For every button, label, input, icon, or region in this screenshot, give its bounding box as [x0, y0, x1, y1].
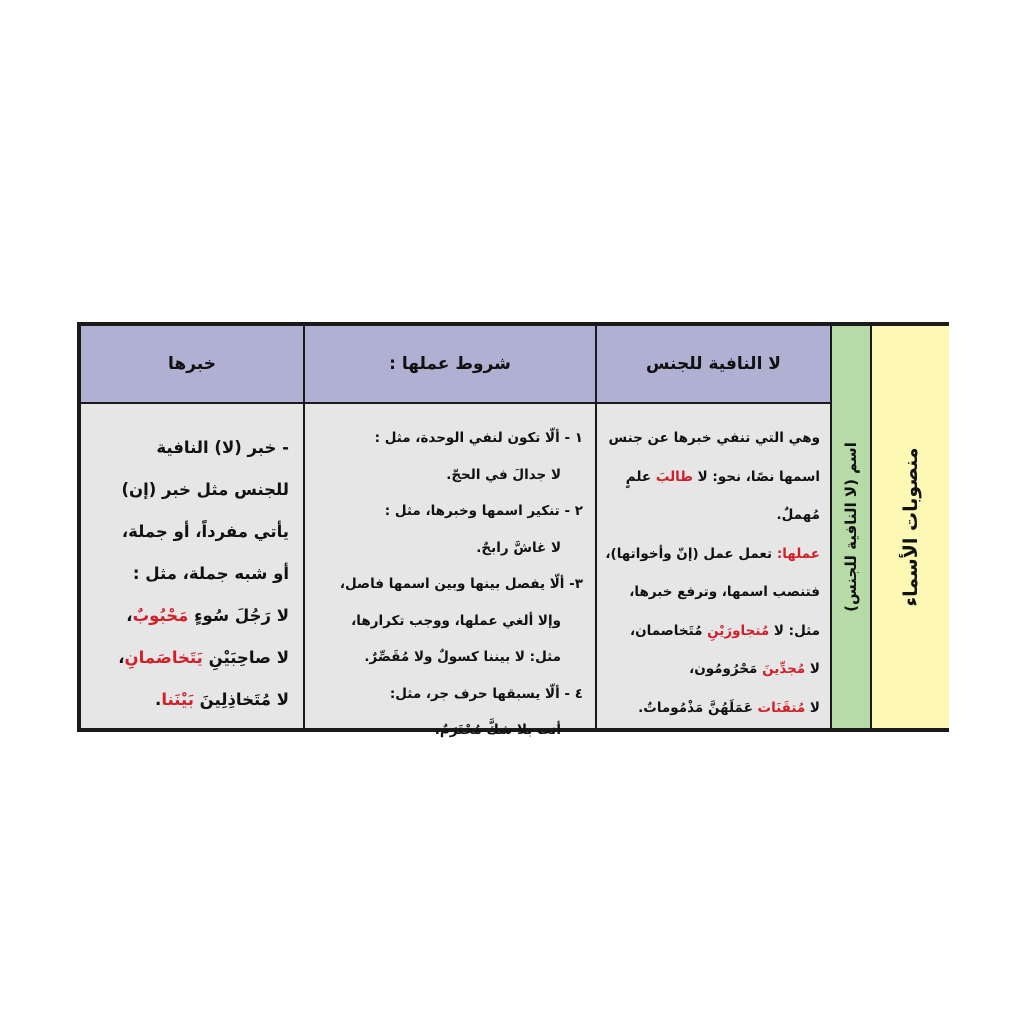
la-nafiya-line-text: وهي التي تنفي خبرها عن جنس	[608, 430, 820, 446]
shurut-line	[313, 576, 583, 592]
la-nafiya-line	[605, 469, 820, 485]
khabar-line	[89, 606, 289, 625]
khabar-line-text: لا مُتَخاذِلِينَ	[193, 690, 289, 709]
shurut-line	[313, 722, 561, 738]
la-nafiya-line-text: مثل: لا	[769, 622, 820, 639]
header-khabar	[81, 326, 303, 402]
la-nafiya-line	[605, 700, 820, 716]
khabar-line-text: - خبر (لا) النافية	[156, 438, 289, 457]
la-nafiya-line-text: تعمل عمل (إنّ وأخواتها)،	[605, 545, 777, 562]
shurut-line	[313, 613, 561, 629]
khabar-line-text: ،	[126, 606, 133, 625]
col-divider-4	[870, 326, 872, 728]
header-divider	[81, 402, 830, 404]
shurut-line	[313, 686, 583, 702]
khabar-line-text: لا رَجُلَ سُوءٍ	[188, 606, 289, 625]
body-khabar	[81, 404, 303, 728]
khabar-line-text: للجنس مثل خبر (إن)	[121, 480, 289, 499]
la-nafiya-line-text: عَمَلَهُنَّ مَذْمُوماتٌ.	[638, 699, 758, 716]
shurut-line-text: ١ - ألّا تكون لنفي الوحدة، مثل :	[374, 430, 583, 446]
la-nafiya-line-highlight: مُتجاورَيْنِ	[707, 622, 770, 639]
la-nafiya-line-text: مُهملٌ.	[776, 507, 820, 523]
side-ism	[832, 326, 870, 728]
shurut-line	[313, 503, 583, 519]
header-la-nafiya-label: لا النافية للجنس	[646, 354, 781, 374]
la-nafiya-line-highlight: مُجدِّينَ	[762, 661, 806, 677]
la-nafiya-line-text: مَحْرُومُون،	[689, 661, 763, 677]
la-nafiya-line-highlight: طالبَ	[655, 468, 693, 485]
khabar-line	[89, 438, 289, 457]
shurut-line-text: ٢ - تنكير اسمها وخبرها، مثل :	[384, 503, 583, 519]
la-nafiya-line	[605, 546, 820, 562]
shurut-line-text: وإلا ألغي عملها، ووجب تكرارها،	[351, 612, 561, 629]
la-nafiya-line	[605, 584, 820, 600]
header-la-nafiya	[597, 326, 830, 402]
header-shurut-label: شروط عملها :	[389, 354, 511, 374]
la-nafiya-line	[605, 430, 820, 446]
body-shurut	[305, 404, 595, 738]
khabar-line-text: .	[155, 690, 162, 709]
shurut-line-text: أنت بلا شكَّ مُحْتَرَمٌ.	[434, 722, 561, 738]
khabar-line	[89, 522, 289, 541]
side-ism-label: اسم (لا النافية للجنس)	[842, 442, 860, 612]
la-nafiya-line-text: فتنصب اسمها، وترفع خبرها،	[629, 584, 820, 600]
la-nafiya-line-text: علمٍ	[625, 468, 656, 485]
la-nafiya-line	[605, 661, 820, 677]
shurut-line	[313, 430, 583, 446]
la-nafiya-line-highlight: عملها:	[776, 545, 820, 562]
khabar-line	[89, 480, 289, 499]
col-divider-2	[595, 326, 597, 728]
khabar-line-highlight: يَتَخاصَمانِ	[124, 648, 203, 667]
khabar-line	[89, 648, 289, 667]
shurut-line	[313, 467, 561, 483]
khabar-line	[89, 690, 289, 709]
shurut-line-text: لا جدالَ في الحجّ.	[446, 466, 561, 483]
khabar-line-text: يأتي مفرداً، أو جملة،	[121, 522, 289, 541]
la-nafiya-line	[605, 623, 820, 639]
khabar-line	[89, 564, 289, 583]
la-nafiya-line-text: اسمها نصًا، نحو: لا	[692, 468, 820, 485]
side-mansubat	[872, 326, 949, 728]
la-nafiya-line-text: مُتَخاصمان،	[629, 622, 708, 639]
khabar-line-highlight: بَيْنَنا	[161, 690, 194, 709]
shurut-line	[313, 649, 561, 665]
shurut-line	[313, 540, 561, 556]
header-khabar-label: خبرها	[168, 354, 216, 374]
shurut-line-text: ٤ - ألّا يسبقها حرف جر، مثل:	[389, 685, 583, 702]
la-nafiya-line-highlight: مُتقَنَات	[757, 699, 806, 716]
la-nafiya-line-text: لا	[805, 699, 820, 716]
shurut-line-text: ٣- ألّا يفصل بينها وبين اسمها فاصل،	[339, 576, 583, 592]
body-la-nafiya	[597, 404, 830, 728]
la-nafiya-line	[605, 507, 820, 523]
side-mansubat-label: منصوبات الأسماء	[899, 447, 922, 607]
la-nafiya-line-text: لا	[805, 661, 820, 677]
shurut-line-text: مثل: لا بيننا كسولٌ ولا مُقَصِّرٌ.	[364, 649, 561, 665]
khabar-line-text: أو شبه جملة، مثل :	[132, 564, 289, 583]
col-divider-3	[830, 326, 832, 728]
khabar-line-highlight: مَحْبُوبٌ	[132, 606, 189, 625]
shurut-line-text: لا غاشَّ رابحٌ.	[476, 539, 561, 556]
col-divider-1	[303, 326, 305, 728]
khabar-line-text: ،	[118, 648, 125, 667]
khabar-line-text: لا صاحِبَيْنِ	[202, 648, 289, 667]
header-shurut	[305, 326, 595, 402]
grammar-table	[77, 322, 949, 738]
